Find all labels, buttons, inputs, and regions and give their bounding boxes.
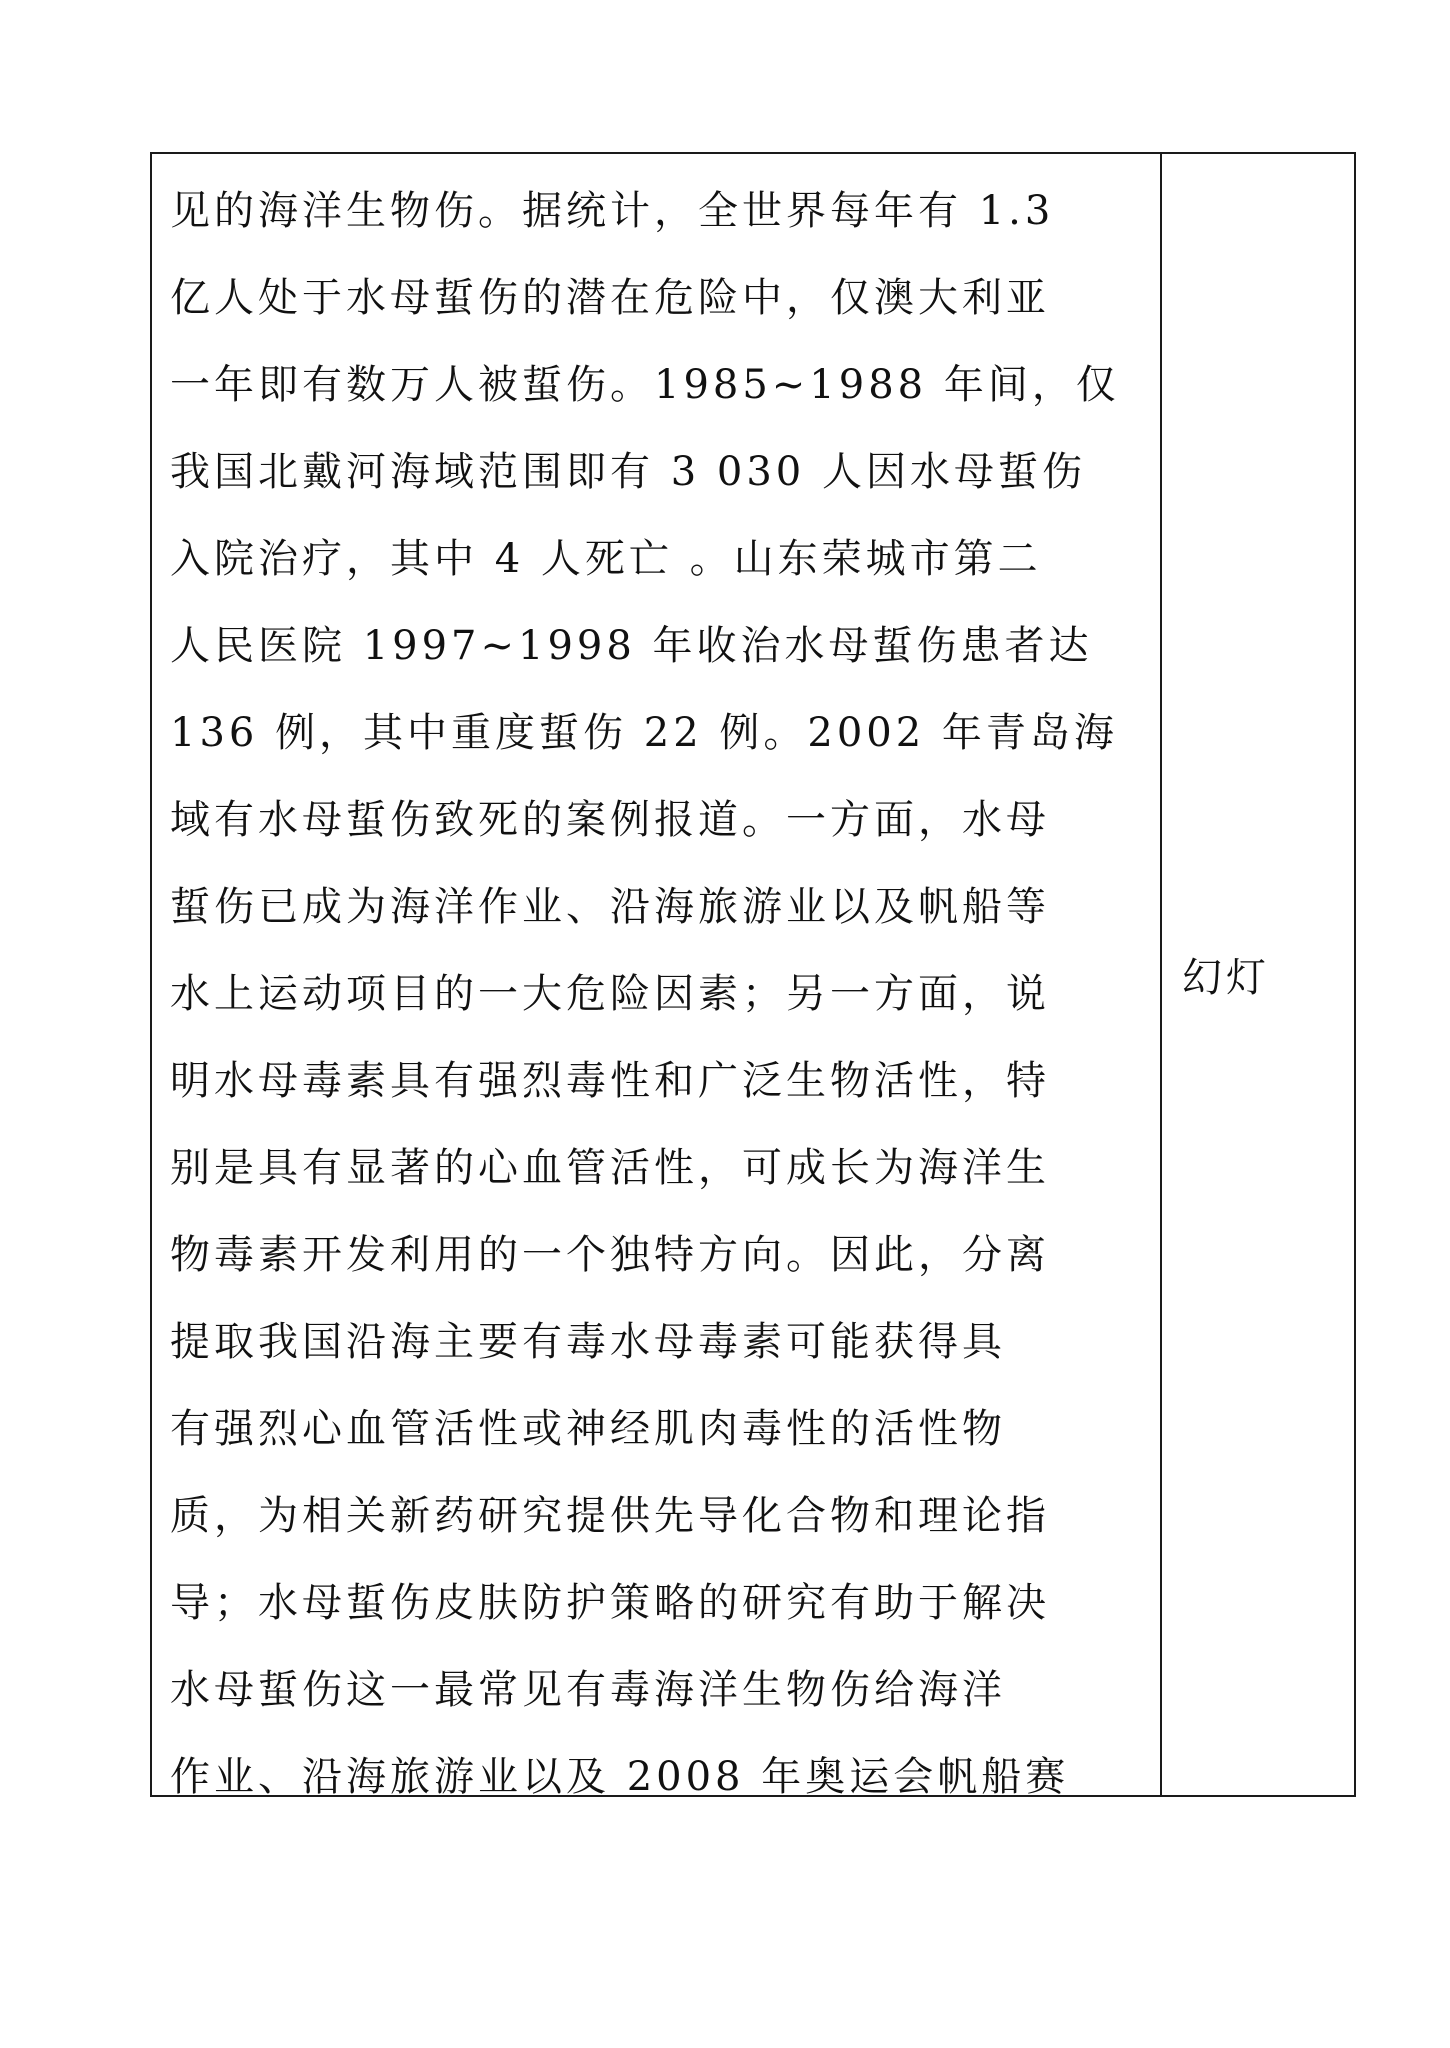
text-line: 一年即有数万人被蜇伤。1985~1988 年间，仅 [170,362,1120,408]
text-line: 质，为相关新药研究提供先导化合物和理论指 [170,1493,1050,1539]
text-line: 入院治疗，其中 4 人死亡 。山东荣城市第二 [170,536,1042,582]
text-line: 别是具有显著的心血管活性，可成长为海洋生 [170,1145,1050,1191]
text-line: 明水母毒素具有强烈毒性和广泛生物活性，特 [170,1058,1050,1104]
text-line: 见的海洋生物伤。据统计，全世界每年有 1.3 [170,188,1055,234]
slide-label: 幻灯 [1182,955,1270,1001]
main-text-cell [152,154,1162,1795]
content-table [150,152,1356,1797]
text-line: 提取我国沿海主要有毒水母毒素可能获得具 [170,1319,1006,1365]
text-line: 水母蜇伤这一最常见有毒海洋生物伤给海洋 [170,1667,1006,1713]
text-line: 蜇伤已成为海洋作业、沿海旅游业以及帆船等 [170,884,1050,930]
text-line: 我国北戴河海域范围即有 3 030 人因水母蜇伤 [170,449,1086,495]
text-line: 136 例，其中重度蜇伤 22 例。2002 年青岛海 [170,710,1118,756]
text-line: 导；水母蜇伤皮肤防护策略的研究有助于解决 [170,1580,1050,1626]
text-line: 亿人处于水母蜇伤的潜在危险中，仅澳大利亚 [170,275,1050,321]
text-line: 水上运动项目的一大危险因素；另一方面，说 [170,971,1050,1017]
side-note-cell [1162,154,1354,1795]
text-line: 域有水母蜇伤致死的案例报道。一方面，水母 [170,797,1050,843]
text-line: 有强烈心血管活性或神经肌肉毒性的活性物 [170,1406,1006,1452]
text-line: 人民医院 1997~1998 年收治水母蜇伤患者达 [170,623,1093,669]
text-line: 作业、沿海旅游业以及 2008 年奥运会帆船赛 [170,1754,1070,1795]
text-line: 物毒素开发利用的一个独特方向。因此，分离 [170,1232,1050,1278]
